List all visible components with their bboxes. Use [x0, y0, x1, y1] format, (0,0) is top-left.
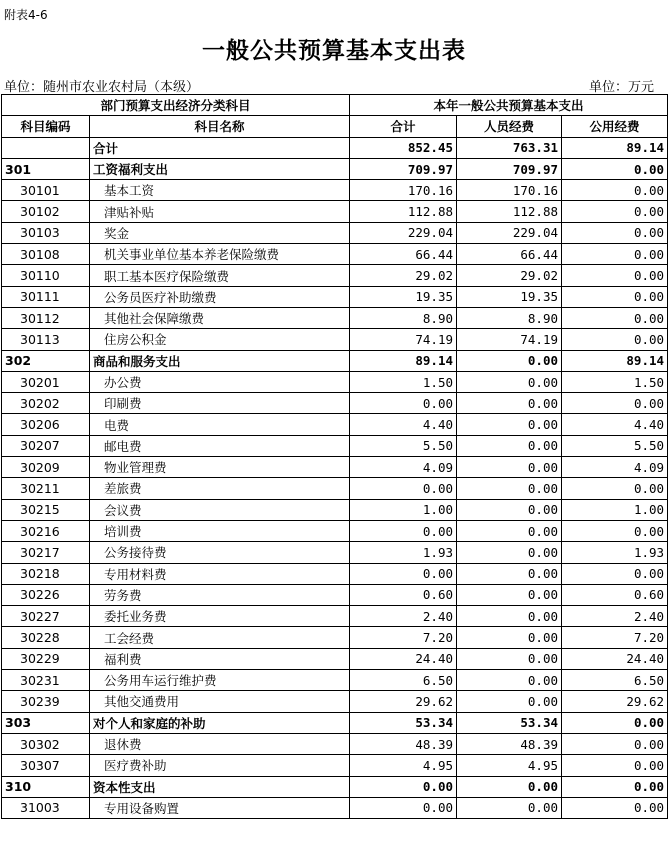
cell-public: 4.40 — [562, 414, 668, 435]
cell-name: 商品和服务支出 — [90, 350, 350, 371]
table-row — [2, 648, 668, 669]
cell-code: 30307 — [2, 755, 90, 776]
cell-public: 7.20 — [562, 627, 668, 648]
table-row — [2, 457, 668, 478]
cell-name: 其他交通费用 — [90, 691, 350, 712]
cell-name: 奖金 — [90, 222, 350, 243]
cell-code: 30226 — [2, 584, 90, 605]
cell-code: 30239 — [2, 691, 90, 712]
cell-code: 30227 — [2, 606, 90, 627]
cell-public: 2.40 — [562, 606, 668, 627]
cell-total: 1.50 — [350, 371, 457, 392]
cell-personnel: 0.00 — [457, 350, 562, 371]
table-row — [2, 180, 668, 201]
cell-personnel: 0.00 — [457, 648, 562, 669]
cell-total: 24.40 — [350, 648, 457, 669]
cell-name: 邮电费 — [90, 435, 350, 456]
cell-code: 30207 — [2, 435, 90, 456]
cell-total: 0.00 — [350, 520, 457, 541]
cell-total: 1.93 — [350, 542, 457, 563]
cell-personnel: 0.00 — [457, 670, 562, 691]
cell-code: 30112 — [2, 307, 90, 328]
cell-personnel: 112.88 — [457, 201, 562, 222]
cell-name: 电费 — [90, 414, 350, 435]
cell-public: 1.50 — [562, 371, 668, 392]
cell-code: 30217 — [2, 542, 90, 563]
cell-code: 30202 — [2, 393, 90, 414]
cell-code: 30216 — [2, 520, 90, 541]
cell-public: 29.62 — [562, 691, 668, 712]
cell-personnel: 0.00 — [457, 606, 562, 627]
cell-public: 6.50 — [562, 670, 668, 691]
cell-personnel: 229.04 — [457, 222, 562, 243]
cell-personnel: 0.00 — [457, 478, 562, 499]
cell-public: 89.14 — [562, 350, 668, 371]
cell-name: 培训费 — [90, 520, 350, 541]
table-row — [2, 478, 668, 499]
expenditure-table — [1, 94, 668, 819]
table-row — [2, 755, 668, 776]
table-row — [2, 542, 668, 563]
header-total: 合计 — [350, 116, 457, 137]
cell-total: 66.44 — [350, 244, 457, 265]
cell-total: 0.00 — [350, 478, 457, 499]
cell-total: 0.00 — [350, 563, 457, 584]
cell-public: 0.00 — [562, 158, 668, 179]
cell-name: 基本工资 — [90, 180, 350, 201]
cell-name: 其他社会保障缴费 — [90, 307, 350, 328]
cell-code: 30108 — [2, 244, 90, 265]
table-row — [2, 670, 668, 691]
page-title: 一般公共预算基本支出表 — [202, 37, 466, 64]
cell-total: 0.00 — [350, 797, 457, 818]
cell-total: 4.40 — [350, 414, 457, 435]
cell-name: 医疗费补助 — [90, 755, 350, 776]
cell-code: 301 — [2, 158, 90, 179]
table-row — [2, 563, 668, 584]
cell-personnel: 170.16 — [457, 180, 562, 201]
cell-total: 852.45 — [350, 137, 457, 158]
cell-personnel: 763.31 — [457, 137, 562, 158]
cell-personnel: 74.19 — [457, 329, 562, 350]
cell-public: 0.00 — [562, 222, 668, 243]
cell-public: 0.00 — [562, 329, 668, 350]
header-public: 公用经费 — [562, 116, 668, 137]
cell-personnel: 66.44 — [457, 244, 562, 265]
cell-code: 30206 — [2, 414, 90, 435]
cell-name: 委托业务费 — [90, 606, 350, 627]
table-row — [2, 244, 668, 265]
cell-public: 0.00 — [562, 712, 668, 733]
cell-public: 24.40 — [562, 648, 668, 669]
cell-personnel: 0.00 — [457, 542, 562, 563]
cell-public: 4.09 — [562, 457, 668, 478]
cell-total: 112.88 — [350, 201, 457, 222]
cell-name: 职工基本医疗保险缴费 — [90, 265, 350, 286]
cell-code: 30113 — [2, 329, 90, 350]
cell-code: 30103 — [2, 222, 90, 243]
cell-name: 物业管理费 — [90, 457, 350, 478]
cell-public: 0.00 — [562, 393, 668, 414]
cell-code: 30201 — [2, 371, 90, 392]
cell-total: 74.19 — [350, 329, 457, 350]
cell-total: 48.39 — [350, 733, 457, 754]
header-personnel: 人员经费 — [457, 116, 562, 137]
cell-total: 29.02 — [350, 265, 457, 286]
cell-public: 0.00 — [562, 201, 668, 222]
cell-public: 0.00 — [562, 478, 668, 499]
cell-code: 303 — [2, 712, 90, 733]
header-code: 科目编码 — [2, 116, 90, 137]
table-row-category — [2, 712, 668, 733]
cell-name: 津贴补贴 — [90, 201, 350, 222]
table-row — [2, 393, 668, 414]
cell-name: 公务接待费 — [90, 542, 350, 563]
cell-total: 4.09 — [350, 457, 457, 478]
cell-personnel: 0.00 — [457, 393, 562, 414]
cell-public: 0.00 — [562, 307, 668, 328]
cell-total: 0.00 — [350, 393, 457, 414]
table-row — [2, 286, 668, 307]
table-row — [2, 584, 668, 605]
cell-total: 0.00 — [350, 776, 457, 797]
cell-name: 印刷费 — [90, 393, 350, 414]
cell-public: 0.00 — [562, 776, 668, 797]
cell-name: 办公费 — [90, 371, 350, 392]
cell-personnel: 0.00 — [457, 776, 562, 797]
table-row — [2, 435, 668, 456]
cell-total: 5.50 — [350, 435, 457, 456]
cell-public: 89.14 — [562, 137, 668, 158]
table-row — [2, 733, 668, 754]
cell-name: 公务用车运行维护费 — [90, 670, 350, 691]
cell-public: 0.00 — [562, 244, 668, 265]
table-row-category — [2, 158, 668, 179]
table-row — [2, 499, 668, 520]
cell-personnel: 0.00 — [457, 584, 562, 605]
cell-public: 0.00 — [562, 180, 668, 201]
cell-public: 0.00 — [562, 797, 668, 818]
table-row-total — [2, 137, 668, 158]
cell-name: 会议费 — [90, 499, 350, 520]
header-name: 科目名称 — [90, 116, 350, 137]
cell-total: 29.62 — [350, 691, 457, 712]
cell-code: 30110 — [2, 265, 90, 286]
cell-personnel: 48.39 — [457, 733, 562, 754]
cell-public: 1.00 — [562, 499, 668, 520]
cell-public: 1.93 — [562, 542, 668, 563]
cell-public: 0.00 — [562, 563, 668, 584]
cell-name: 专用设备购置 — [90, 797, 350, 818]
header-group-row — [2, 95, 668, 116]
cell-public: 0.00 — [562, 755, 668, 776]
cell-code: 30228 — [2, 627, 90, 648]
cell-name: 福利费 — [90, 648, 350, 669]
cell-name: 劳务费 — [90, 584, 350, 605]
cell-total: 19.35 — [350, 286, 457, 307]
cell-personnel: 0.00 — [457, 414, 562, 435]
cell-name: 对个人和家庭的补助 — [90, 712, 350, 733]
cell-code: 30302 — [2, 733, 90, 754]
cell-public: 0.00 — [562, 733, 668, 754]
cell-name: 差旅费 — [90, 478, 350, 499]
cell-total: 1.00 — [350, 499, 457, 520]
table-row — [2, 307, 668, 328]
header-group-budget: 本年一般公共预算基本支出 — [350, 95, 668, 116]
table-row — [2, 627, 668, 648]
cell-name: 住房公积金 — [90, 329, 350, 350]
cell-code: 30111 — [2, 286, 90, 307]
table-row — [2, 329, 668, 350]
cell-personnel: 4.95 — [457, 755, 562, 776]
cell-public: 0.00 — [562, 265, 668, 286]
cell-code: 30101 — [2, 180, 90, 201]
cell-code: 302 — [2, 350, 90, 371]
cell-name: 合计 — [90, 137, 350, 158]
cell-code: 30218 — [2, 563, 90, 584]
cell-total: 0.60 — [350, 584, 457, 605]
cell-personnel: 8.90 — [457, 307, 562, 328]
cell-code: 31003 — [2, 797, 90, 818]
cell-personnel: 709.97 — [457, 158, 562, 179]
table-row — [2, 414, 668, 435]
table-row — [2, 691, 668, 712]
unit-department: 单位：随州市农业农村局（本级） — [4, 80, 200, 95]
cell-code: 30231 — [2, 670, 90, 691]
cell-personnel: 0.00 — [457, 435, 562, 456]
cell-total: 89.14 — [350, 350, 457, 371]
table-row-category — [2, 776, 668, 797]
cell-total: 7.20 — [350, 627, 457, 648]
table-row — [2, 265, 668, 286]
cell-code — [2, 137, 90, 158]
cell-public: 0.00 — [562, 520, 668, 541]
cell-personnel: 19.35 — [457, 286, 562, 307]
cell-personnel: 0.00 — [457, 627, 562, 648]
cell-code: 310 — [2, 776, 90, 797]
cell-personnel: 0.00 — [457, 457, 562, 478]
cell-personnel: 53.34 — [457, 712, 562, 733]
cell-total: 4.95 — [350, 755, 457, 776]
table-row — [2, 606, 668, 627]
cell-public: 0.60 — [562, 584, 668, 605]
cell-personnel: 29.02 — [457, 265, 562, 286]
cell-name: 退休费 — [90, 733, 350, 754]
cell-personnel: 0.00 — [457, 499, 562, 520]
cell-total: 709.97 — [350, 158, 457, 179]
cell-name: 工会经费 — [90, 627, 350, 648]
cell-code: 30102 — [2, 201, 90, 222]
cell-personnel: 0.00 — [457, 691, 562, 712]
cell-code: 30209 — [2, 457, 90, 478]
cell-total: 170.16 — [350, 180, 457, 201]
table-row-category — [2, 350, 668, 371]
cell-public: 0.00 — [562, 286, 668, 307]
cell-name: 机关事业单位基本养老保险缴费 — [90, 244, 350, 265]
header-group-classification: 部门预算支出经济分类科目 — [2, 95, 350, 116]
cell-personnel: 0.00 — [457, 797, 562, 818]
cell-name: 公务员医疗补助缴费 — [90, 286, 350, 307]
cell-total: 8.90 — [350, 307, 457, 328]
cell-name: 专用材料费 — [90, 563, 350, 584]
table-body — [2, 137, 668, 819]
cell-code: 30229 — [2, 648, 90, 669]
cell-code: 30211 — [2, 478, 90, 499]
unit-currency: 单位：万元 — [588, 80, 654, 95]
cell-name: 资本性支出 — [90, 776, 350, 797]
attachment-label: 附表4-6 — [4, 8, 48, 22]
table-row — [2, 201, 668, 222]
cell-code: 30215 — [2, 499, 90, 520]
cell-total: 53.34 — [350, 712, 457, 733]
cell-personnel: 0.00 — [457, 520, 562, 541]
cell-public: 5.50 — [562, 435, 668, 456]
cell-personnel: 0.00 — [457, 371, 562, 392]
table-row — [2, 371, 668, 392]
cell-personnel: 0.00 — [457, 563, 562, 584]
table-row — [2, 520, 668, 541]
header-column-row — [2, 116, 668, 137]
cell-total: 229.04 — [350, 222, 457, 243]
cell-name: 工资福利支出 — [90, 158, 350, 179]
cell-total: 2.40 — [350, 606, 457, 627]
cell-total: 6.50 — [350, 670, 457, 691]
table-row — [2, 797, 668, 818]
table-row — [2, 222, 668, 243]
